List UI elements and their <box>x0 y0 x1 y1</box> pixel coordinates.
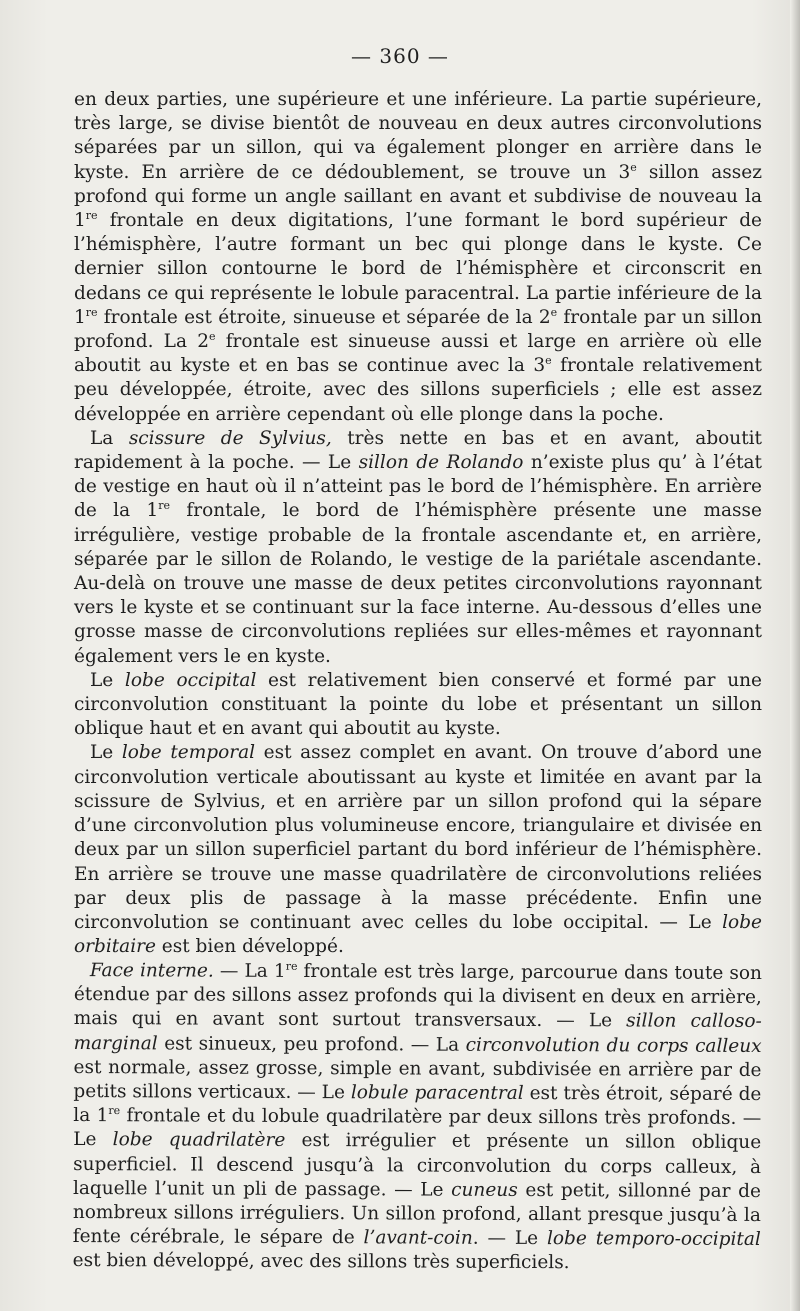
text-run: frontale par un sillon profond. La 2 <box>74 306 762 353</box>
text-run: frontale est très large, parcourue dans toute son étendue par des sillons assez profonds qui la divisent en deux en arrière, mais qui en avant sont surtout transversaux. — Le <box>73 961 762 1033</box>
italic-term: Face interne. <box>89 960 214 982</box>
ordinal-superscript: e <box>545 354 552 368</box>
text-run: frontale en deux digitations, l’une formant le bord supérieur de l’hémisphère, l’autre formant un bec qui plonge dans le kyste. Ce dernier sillon contourne le bord de l’hémisphère et circonscrit en dedans ce qui représente le lobule paracentral. La partie inférieure de la 1 <box>74 210 762 328</box>
ordinal-superscript: e <box>208 329 216 343</box>
text-run: est irrégulier et présente un sillon oblique superficiel. Il descend jusqu’à la circonvolution du corps calleux, à laquelle l’unit un pli de passage. — Le <box>72 1130 762 1201</box>
text-run: est petit, sillonné par de nombreux sillons irréguliers. Un sillon profond, allant presque jusqu’à la fente cérébrale, le sépare de <box>72 1180 762 1249</box>
page-number: — 360 — <box>351 44 449 68</box>
text-run: n’existe plus qu’ à l’état de vestige en haut où il n’atteint pas le bord de l’hémisphère. En arrière de la 1 <box>74 452 762 522</box>
text-run: frontale est étroite, sinueuse et séparée de la 2 <box>97 306 551 328</box>
text-run: Le <box>90 742 122 764</box>
paragraph-occipital <box>74 669 762 742</box>
text-run: est bien développé. <box>155 936 344 958</box>
text-run: — La 1 <box>213 960 286 983</box>
text-run: est très étroit, séparé de la 1 <box>73 1083 762 1127</box>
italic-term: lobe quadrilatère <box>112 1129 286 1152</box>
italic-term: sillon de Rolando <box>358 452 524 474</box>
text-run: frontale relativement peu développée, étroite, avec des sillons superficiels ; elle est assez développée en arrière cependant où elle plonge dans la poche. <box>74 355 762 425</box>
paragraph-continuation <box>74 88 762 427</box>
italic-term: lobe temporal <box>121 742 256 764</box>
text-run: Le <box>90 669 125 691</box>
text-run: frontale est sinueuse aussi et large en arrière où elle aboutit au kyste et en bas se continue avec la 3 <box>74 331 762 377</box>
text-run: est bien développé, avec des sillons très superficiels. <box>72 1250 570 1274</box>
text-run: est relativement bien conservé et formé par une circonvolution constituant la pointe du lobe et présentant un sillon oblique haut et en avant qui aboutit au kyste. <box>74 669 762 740</box>
text-run: en deux parties, une supérieure et une inférieure. La partie supérieure, très large, se divise bientôt de nouveau en deux autres circonvolutions séparées par un sillon, qui va également plonger en arrière dans le kyste. En arrière de ce dédoublement, se trouve un 3 <box>74 89 762 183</box>
paragraph-temporal <box>74 741 762 959</box>
text-run: frontale, le bord de l’hémisphère présente une masse irrégulière, vestige probable de la frontale ascendante et, en arrière, séparée par le sillon de Rolando, le vestige de la pariétale ascendante. Au-delà on trouve une masse de deux petites circonvolutions rayonnant vers le kyste et se continuant sur la face interne. Au-dessous d’elles une grosse masse de circonvolutions repliées sur elles-mêmes et rayonnant également vers le en kyste. <box>74 500 762 667</box>
text-run: est normale, assez grosse, simple en avant, subdivisée en arrière par de petits sillons verticaux. — Le <box>73 1057 762 1104</box>
ordinal-superscript: re <box>108 1104 121 1118</box>
text-run: frontale et du lobule quadrilatère par deux sillons très profonds. — Le <box>73 1105 762 1151</box>
italic-term: lobe temporo-occipital <box>546 1228 761 1251</box>
ordinal-superscript: e <box>630 160 637 174</box>
ordinal-superscript: re <box>285 960 298 974</box>
italic-term: lobule paracentral <box>350 1082 524 1105</box>
text-run: . — Le <box>472 1228 548 1250</box>
text-run: sillon assez profond qui forme un angle saillant en avant et subdivise de nouveau la 1 <box>74 161 762 232</box>
body-text <box>74 88 762 1274</box>
italic-term: scissure de Sylvius, <box>128 427 332 449</box>
italic-term: cuneus <box>451 1179 518 1202</box>
italic-term: circonvolution du corps calleux <box>465 1034 762 1057</box>
paragraph-face-interne <box>73 959 762 1277</box>
text-run: est assez complet en avant. On trouve d’abord une circonvolution verticale aboutissant au kyste et limitée en avant par la scissure de Sylvius, et en arrière par un sillon profond qui la sépare d’une circonvolution plus volumineuse encore, triangulaire et divisée en deux par un sillon superficiel partant du bord inférieur de l’hémisphère. En arrière se trouve une masse quadrilatère de circonvolutions reliées par deux plis de passage à la masse précédente. Enfin une circonvolution se continuant avec celles du lobe occipital. — Le <box>74 742 763 933</box>
text-run: La <box>90 427 129 449</box>
ordinal-superscript: re <box>158 499 171 513</box>
text-run: très nette en bas et en avant, aboutit rapidement à la poche. — Le <box>74 427 762 474</box>
italic-term: l’avant-coin <box>363 1227 473 1250</box>
italic-term: sillon calloso-marginal <box>73 1011 762 1055</box>
page-edge-shadow <box>790 0 800 1311</box>
ordinal-superscript: re <box>85 208 98 222</box>
paragraph-sylvius <box>74 427 762 669</box>
italic-term: lobe orbitaire <box>74 911 762 958</box>
text-run: est sinueux, peu profond. — La <box>157 1033 466 1056</box>
ordinal-superscript: e <box>550 305 558 319</box>
ordinal-superscript: re <box>85 305 98 319</box>
italic-term: lobe occipital <box>124 669 257 691</box>
